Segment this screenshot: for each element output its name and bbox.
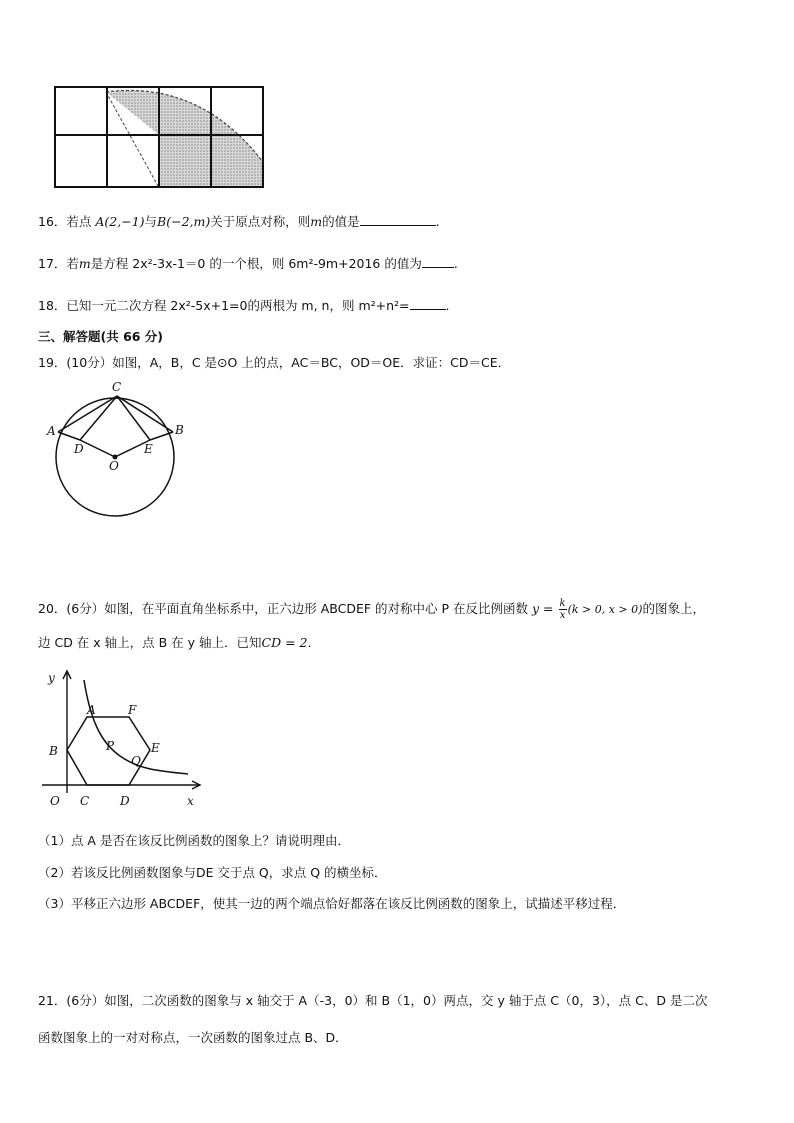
label-A: A bbox=[47, 424, 56, 438]
label-Q: Q bbox=[131, 754, 141, 768]
label-B: B bbox=[49, 744, 58, 758]
label-E: E bbox=[151, 741, 160, 755]
question-20-sub1: （1）点 A 是否在该反比例函数的图象上？请说明理由． bbox=[38, 833, 350, 848]
question-20-line2: 边 CD 在 x 轴上，点 B 在 y 轴上．已知CD = 2. bbox=[38, 635, 312, 650]
label-C: C bbox=[80, 794, 90, 808]
question-17: 17．若m是方程 2x²-3x-1＝0 的一个根，则 6m²-9m+2016 的值为 . bbox=[38, 256, 458, 271]
fraction: $\frac{k}{x}$ bbox=[559, 598, 566, 621]
grid-figure bbox=[50, 84, 268, 192]
label-y: y bbox=[48, 671, 55, 685]
label-x: x bbox=[187, 794, 194, 808]
label-O: O bbox=[50, 794, 60, 808]
label-P: P bbox=[106, 739, 115, 753]
question-20-sub2: （2）若该反比例函数图象与DE 交于点 Q，求点 Q 的横坐标． bbox=[38, 865, 387, 880]
label-F: F bbox=[128, 703, 137, 717]
label-D: D bbox=[74, 442, 84, 456]
question-16: 16．若点 A(2,−1)与B(−2,m)关于原点对称，则m的值是 . bbox=[38, 214, 440, 229]
circle-figure bbox=[44, 378, 194, 540]
question-21-line2: 函数图象上的一对对称点，一次函数的图象过点 B、D． bbox=[38, 1030, 348, 1045]
label-D: D bbox=[120, 794, 130, 808]
answer-blank bbox=[410, 297, 446, 310]
coordinate-figure bbox=[40, 668, 210, 812]
question-18: 18．已知一元二次方程 2x²-5x+1=0的两根为 m, n，则 m²+n²= . bbox=[38, 298, 450, 313]
label-E: E bbox=[144, 442, 153, 456]
question-20-line1: 20．(6分）如图，在平面直角坐标系中，正六边形 ABCDEF 的对称中心 P 在反比例函数 y = $\frac{k}{x}$ (k > 0, x > 0)的图象上， bbox=[38, 598, 705, 621]
answer-blank bbox=[360, 213, 436, 226]
question-19: 19．(10分）如图，A，B，C 是⊙O 上的点，AC＝BC，OD＝OE．求证：CD＝CE． bbox=[38, 355, 511, 370]
label-A: A bbox=[87, 703, 96, 717]
label-O: O bbox=[109, 459, 119, 473]
shaded-region bbox=[106, 90, 263, 186]
label-B: B bbox=[175, 423, 184, 437]
question-21-line1: 21．(6分）如图，二次函数的图象与 x 轴交于 A（-3，0）和 B（1，0）两点，交 y 轴于点 C（0，3），点 C、D 是二次 bbox=[38, 993, 708, 1008]
question-20-sub3: （3）平移正六边形 ABCDEF，使其一边的两个端点恰好都落在该反比例函数的图象上，试描述平移过程． bbox=[38, 896, 626, 911]
answer-blank bbox=[422, 255, 454, 268]
section-heading: 三、解答题(共 66 分) bbox=[38, 329, 164, 344]
label-C: C bbox=[112, 380, 122, 394]
